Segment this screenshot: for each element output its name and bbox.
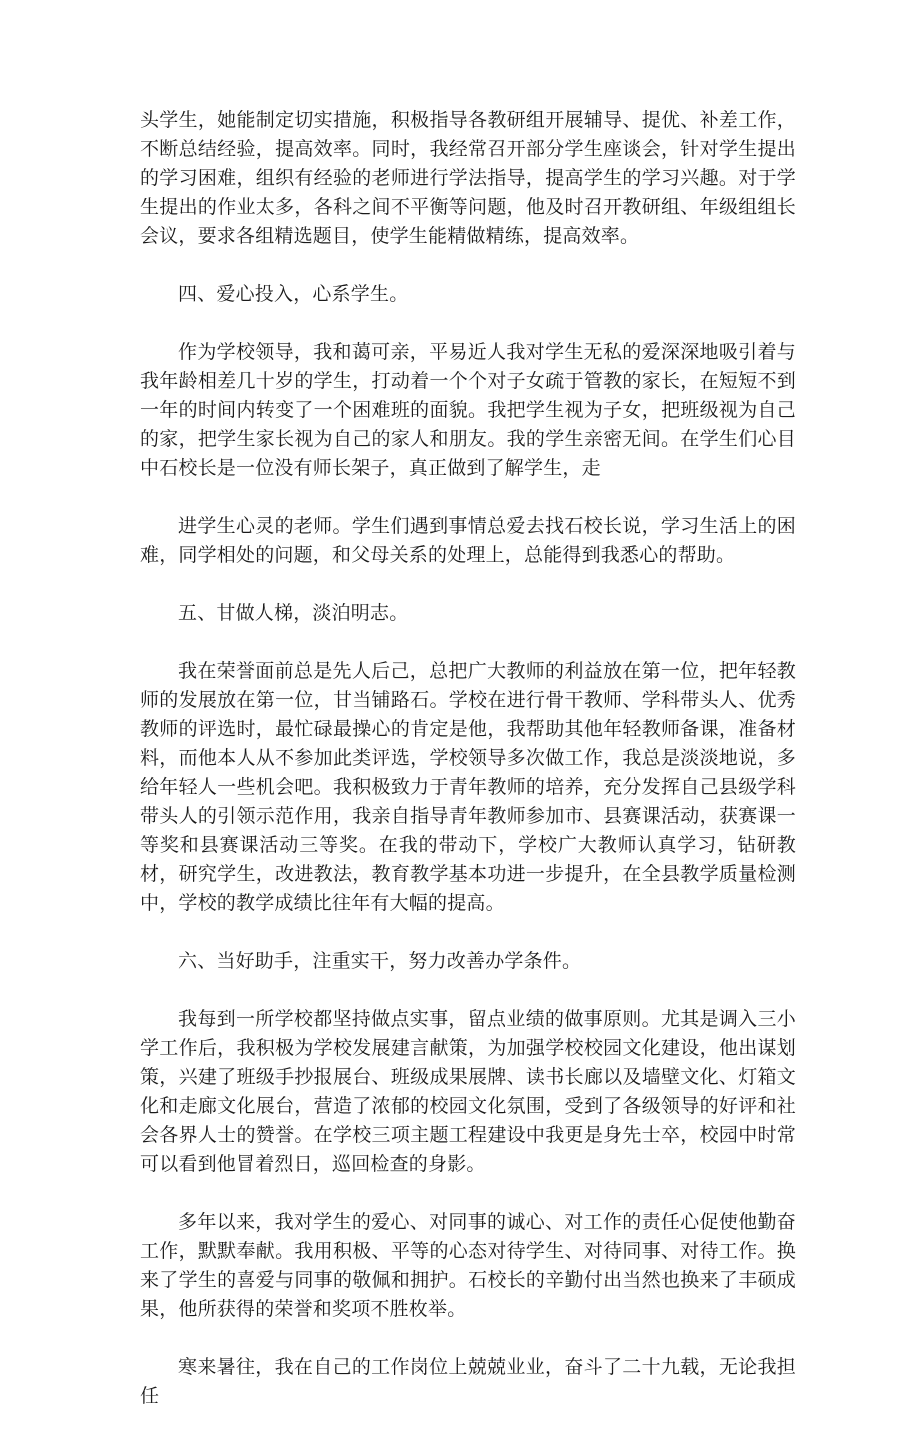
document-body — [140, 106, 796, 1440]
section-heading-5: 五、甘做人梯，淡泊明志。 — [178, 602, 409, 624]
paragraph-7: 寒来暑往，我在自己的工作岗位上兢兢业业，奋斗了二十九载，无论我担任 — [140, 1356, 796, 1407]
paragraph-2: 作为学校领导，我和蔼可亲，平易近人我对学生无私的爱深深地吸引着与我年龄相差几十岁的学生，打动着一个个对子女疏于管教的家长，在短短不到一年的时间内转变了一个困难班的面貌。我把学生视为子女，把班级视为自己的家，把学生家长视为自己的家人和朋友。我的学生亲密无间。在学生们心目中石校长是一位没有师长架子，真正做到了解学生，走 — [140, 341, 796, 479]
paragraph-1: 头学生，她能制定切实措施，积极指导各教研组开展辅导、提优、补差工作，不断总结经验，提高效率。同时，我经常召开部分学生座谈会，针对学生提出的学习困难，组织有经验的老师进行学法指导，提高学生的学习兴趣。对于学生提出的作业太多，各科之间不平衡等问题，他及时召开教研组、年级组组长会议，要求各组精选题目，使学生能精做精练，提高效率。 — [140, 109, 796, 247]
section-heading-4: 四、爱心投入，心系学生。 — [178, 283, 409, 305]
paragraph-4: 我在荣誉面前总是先人后己，总把广大教师的利益放在第一位，把年轻教师的发展放在第一位，甘当铺路石。学校在进行骨干教师、学科带头人、优秀教师的评选时，最忙碌最操心的肯定是他，我帮助其他年轻教师备课，准备材料，而他本人从不参加此类评选，学校领导多次做工作，我总是淡淡地说，多给年轻人一些机会吧。我积极致力于青年教师的培养，充分发挥自己县级学科带头人的引领示范作用，我亲自指导青年教师参加市、县赛课活动，获赛课一等奖和县赛课活动三等奖。在我的带动下，学校广大教师认真学习，钻研教材，研究学生，改进教法，教育教学基本功进一步提升，在全县教学质量检测中，学校的教学成绩比往年有大幅的提高。 — [140, 660, 796, 914]
paragraph-3: 进学生心灵的老师。学生们遇到事情总爱去找石校长说，学习生活上的困难，同学相处的问题，和父母关系的处理上，总能得到我悉心的帮助。 — [140, 515, 796, 566]
paragraph-5: 我每到一所学校都坚持做点实事，留点业绩的做事原则。尤其是调入三小学工作后，我积极为学校发展建言献策，为加强学校校园文化建设，他出谋划策，兴建了班级手抄报展台、班级成果展牌、读书长廊以及墙壁文化、灯箱文化和走廊文化展台，营造了浓郁的校园文化氛围，受到了各级领导的好评和社会各界人士的赞誉。在学校三项主题工程建设中我更是身先士卒，校园中时常可以看到他冒着烈日，巡回检查的身影。 — [140, 1008, 796, 1175]
paragraph-6: 多年以来，我对学生的爱心、对同事的诚心、对工作的责任心促使他勤奋工作，默默奉献。我用积极、平等的心态对待学生、对待同事、对待工作。换来了学生的喜爱与同事的敬佩和拥护。石校长的辛勤付出当然也换来了丰硕成果，他所获得的荣誉和奖项不胜枚举。 — [140, 1211, 796, 1320]
section-heading-6: 六、当好助手，注重实干，努力改善办学条件。 — [178, 950, 582, 972]
